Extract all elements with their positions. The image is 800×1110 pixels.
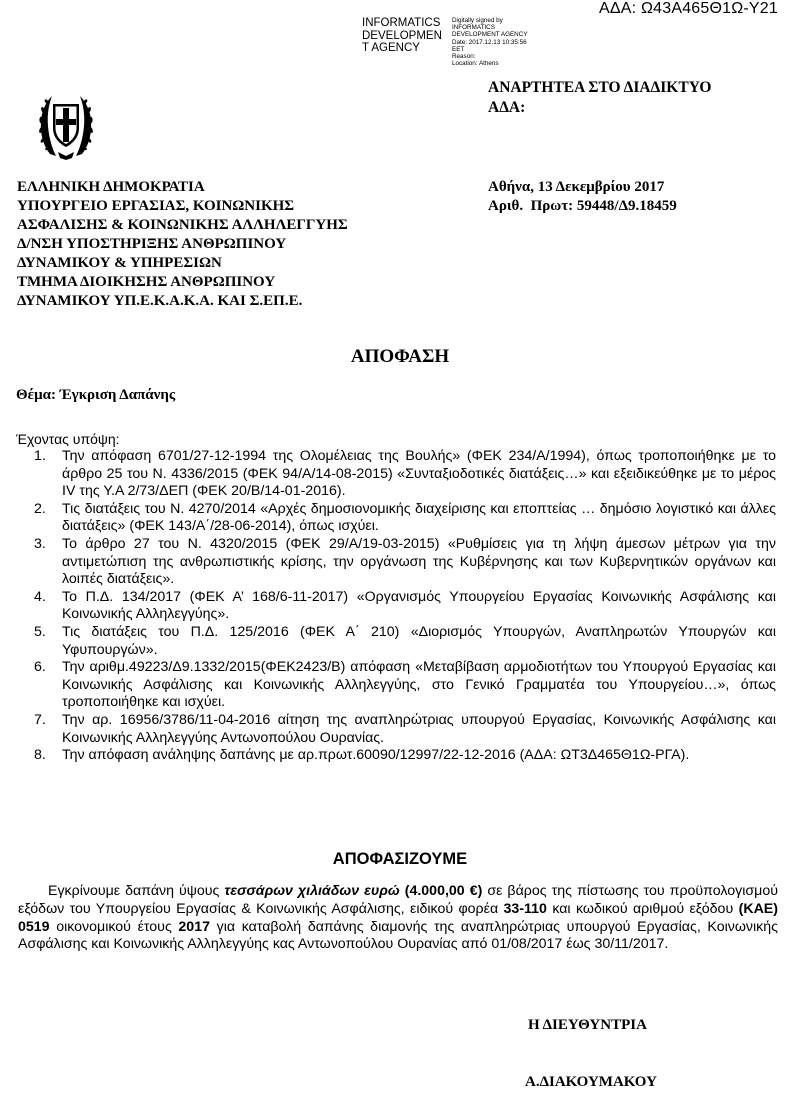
signature-detail: DEVELOPMENT AGENCY <box>452 31 528 39</box>
signatory-name: Α.ΔΙΑΚΟΥΜΑΚΟΥ <box>525 1074 657 1090</box>
ada-code: ΑΔΑ: Ω43Α465Θ1Ω-Υ21 <box>599 0 778 17</box>
document-date: Αθήνα, 13 Δεκεμβρίου 2017 <box>488 179 665 195</box>
list-item <box>34 712 776 747</box>
item-text: Το άρθρο 27 του Ν. 4320/2015 (ΦΕΚ 29/Α/19-03-2015) «Ρυθμίσεις για τη λήψη άμεσων μέτρων για την αντιμετώπιση της ανθρωπιστικής κρίσης, την οργάνωση της Κυβέρνησης και των Κυβερνητικών οργάνων και λοιπές διατάξεις». <box>62 535 776 588</box>
authority-line: ΥΠΟΥΡΓΕΙΟ ΕΡΓΑΣΙΑΣ, ΚΟΙΝΩΝΙΚΗΣ <box>17 198 295 214</box>
decision-year: 2017 <box>178 918 210 935</box>
signature-line: DEVELOPMEN <box>362 29 442 42</box>
authority-line: ΕΛΛΗΝΙΚΗ ΔΗΜΟΚΡΑΤΙΑ <box>17 179 205 195</box>
signature-detail: Reason: <box>452 53 476 61</box>
publish-line: ΑΝΑΡΤΗΤΕΑ ΣΤΟ ΔΙΑΔΙΚΤΥΟ <box>488 79 712 96</box>
item-number: 3. <box>34 535 46 552</box>
considerations-list <box>34 448 776 765</box>
item-number: 5. <box>34 623 46 640</box>
date-protocol <box>488 178 677 216</box>
publish-notice <box>488 78 711 118</box>
item-text: Την απόφαση ανάληψης δαπάνης με αρ.πρωτ.60090/12997/22-12-2016 (ΑΔΑ: ΩΤ3Δ465Θ1Ω-ΡΓΑ). <box>62 747 690 764</box>
signature-detail: INFORMATICS <box>452 24 495 32</box>
list-item <box>34 747 776 765</box>
decision-amount-number: (4.000,00 €) <box>399 883 483 899</box>
decision-text-part: για καταβολή δαπάνης διαμονής της αναπληρώτριας υπουργού Εργασίας, Κοινωνικής Ασφάλισης και Κοινωνικής Αλληλεγγύης κας Αντωνοπούλου Ουρανίας από 01/08/2017 έως 30/11/2017. <box>18 918 778 953</box>
digital-signature-signer <box>362 17 442 55</box>
item-text: Την αρ. 16956/3786/11-04-2016 αίτηση της αναπληρώτριας υπουργού Εργασίας, Κοινωνικής Ασφάλισης και Κοινωνικής Αλληλεγγύης Αντωνοπούλου Ουρανίας. <box>62 711 776 746</box>
digital-signature-details <box>452 17 527 67</box>
item-number: 4. <box>34 588 46 605</box>
item-text: Τις διατάξεις του Ν. 4270/2014 «Αρχές δημοσιονομικής διαχείρισης και εποπτείας … δημόσιο λογιστικό και άλλες διατάξεις» (ΦΕΚ 143/Α΄/28-06-2014), όπως ισχύει. <box>62 500 776 535</box>
decision-text <box>18 883 778 954</box>
signature-detail: Digitally signed by <box>452 17 503 24</box>
list-item <box>34 501 776 536</box>
list-item <box>34 589 776 624</box>
item-text: Την αριθμ.49223/Δ9.1332/2015(ΦΕΚ2423/Β) απόφαση «Μεταβίβαση αρμοδιοτήτων του Υπουργού Εργασίας και Κοινωνικής Ασφάλισης και Κοινωνικής Αλληλεγγύης, στο Γενικό Γραμματέα του Υπουργείου…», όπως τροποποιήθηκε και ισχύει. <box>62 659 776 711</box>
decision-body-code: 33-110 <box>503 900 547 917</box>
item-number: 1. <box>34 448 46 464</box>
protocol-number: Αριθ. Πρωτ: 59448/Δ9.18459 <box>488 198 677 214</box>
decision-text-part: σε βάρος της πίστωσης του προϋπολογισμού εξόδων του Υπουργείου Εργασίας & Κοινωνικής Ασφάλισης, ειδικού φορέα <box>18 883 778 917</box>
signature-detail: EET <box>452 45 465 53</box>
authority-line: ΤΜΗΜΑ ΔΙΟΙΚΗΣΗΣ ΑΝΘΡΩΠΙΝΟΥ <box>17 274 276 290</box>
item-number: 7. <box>34 711 46 728</box>
item-text: Τις διατάξεις του Π.Δ. 125/2016 (ΦΕΚ Α΄ 210) «Διορισμός Υπουργών, Αναπληρωτών Υπουργών και Υφυπουργών». <box>62 623 776 658</box>
decision-text-part: και κωδικού αριθμού εξόδου <box>546 900 739 917</box>
item-text: Το Π.Δ. 134/2017 (ΦΕΚ Α’ 168/6-11-2017) «Οργανισμός Υπουργείου Εργασίας Κοινωνικής Ασφάλισης και Κοινωνικής Αλληλεγγύης». <box>62 588 776 623</box>
signature-detail: Date: 2017.12.13 10:35:56 <box>452 38 527 46</box>
item-number: 8. <box>34 747 46 764</box>
authority-line: Δ/ΝΣΗ ΥΠΟΣΤΗΡΙΞΗΣ ΑΝΘΡΩΠΙΝΟΥ <box>17 236 287 252</box>
greek-coat-of-arms-icon <box>36 90 96 162</box>
decision-text-part: Εγκρίνουμε δαπάνη ύψους <box>48 883 225 899</box>
signatory-title: Η ΔΙΕΥΘΥΝΤΡΙΑ <box>528 1017 647 1033</box>
subject-line: Θέμα: Έγκριση Δαπάνης <box>16 387 176 403</box>
authority-line: ΔΥΝΑΜΙΚΟΥ ΥΠ.Ε.Κ.Α.Κ.Α. ΚΑΙ Σ.ΕΠ.Ε. <box>17 293 303 309</box>
signature-detail: Location: Athens <box>452 60 499 68</box>
considerations-intro: Έχοντας υπόψη: <box>16 431 120 447</box>
decision-heading: ΑΠΟΦΑΣΙΖΟΥΜΕ <box>332 850 468 868</box>
signature-line: T AGENCY <box>362 42 420 54</box>
decision-text-part: οικονομικού έτους <box>49 918 179 935</box>
authority-line: ΔΥΝΑΜΙΚΟΥ & ΥΠΗΡΕΣΙΩΝ <box>17 255 222 271</box>
publish-ada-line: ΑΔΑ: <box>488 99 526 116</box>
list-item <box>34 659 776 712</box>
list-item <box>34 624 776 659</box>
authority-line: ΑΣΦΑΛΙΣΗΣ & ΚΟΙΝΩΝΙΚΗΣ ΑΛΛΗΛΕΓΓΥΗΣ <box>17 217 348 233</box>
list-item <box>34 536 776 589</box>
item-number: 2. <box>34 500 46 517</box>
item-text: Την απόφαση 6701/27-12-1994 της Ολομέλειας της Βουλής» (ΦΕΚ 234/Α/1994), όπως τροποποιήθηκε με το άρθρο 25 του Ν. 4336/2015 (ΦΕΚ 94/Α/14-08-2015) «Συνταξιοδοτικές διατάξεις…» και εξειδικεύθηκε με το μέρος IV της Υ.Α 2/73/ΔΕΠ (ΦΕΚ 20/Β/14-01-2016). <box>62 448 776 500</box>
decision-amount-words: τεσσάρων χιλιάδων ευρώ <box>224 883 400 899</box>
document-title: ΑΠΟΦΑΣΗ <box>350 346 450 367</box>
list-item <box>34 448 776 501</box>
issuing-authority <box>17 178 348 311</box>
item-number: 6. <box>34 659 46 676</box>
decision-kae: (ΚΑΕ) 0519 <box>18 900 778 935</box>
signature-line: INFORMATICS <box>362 17 441 29</box>
